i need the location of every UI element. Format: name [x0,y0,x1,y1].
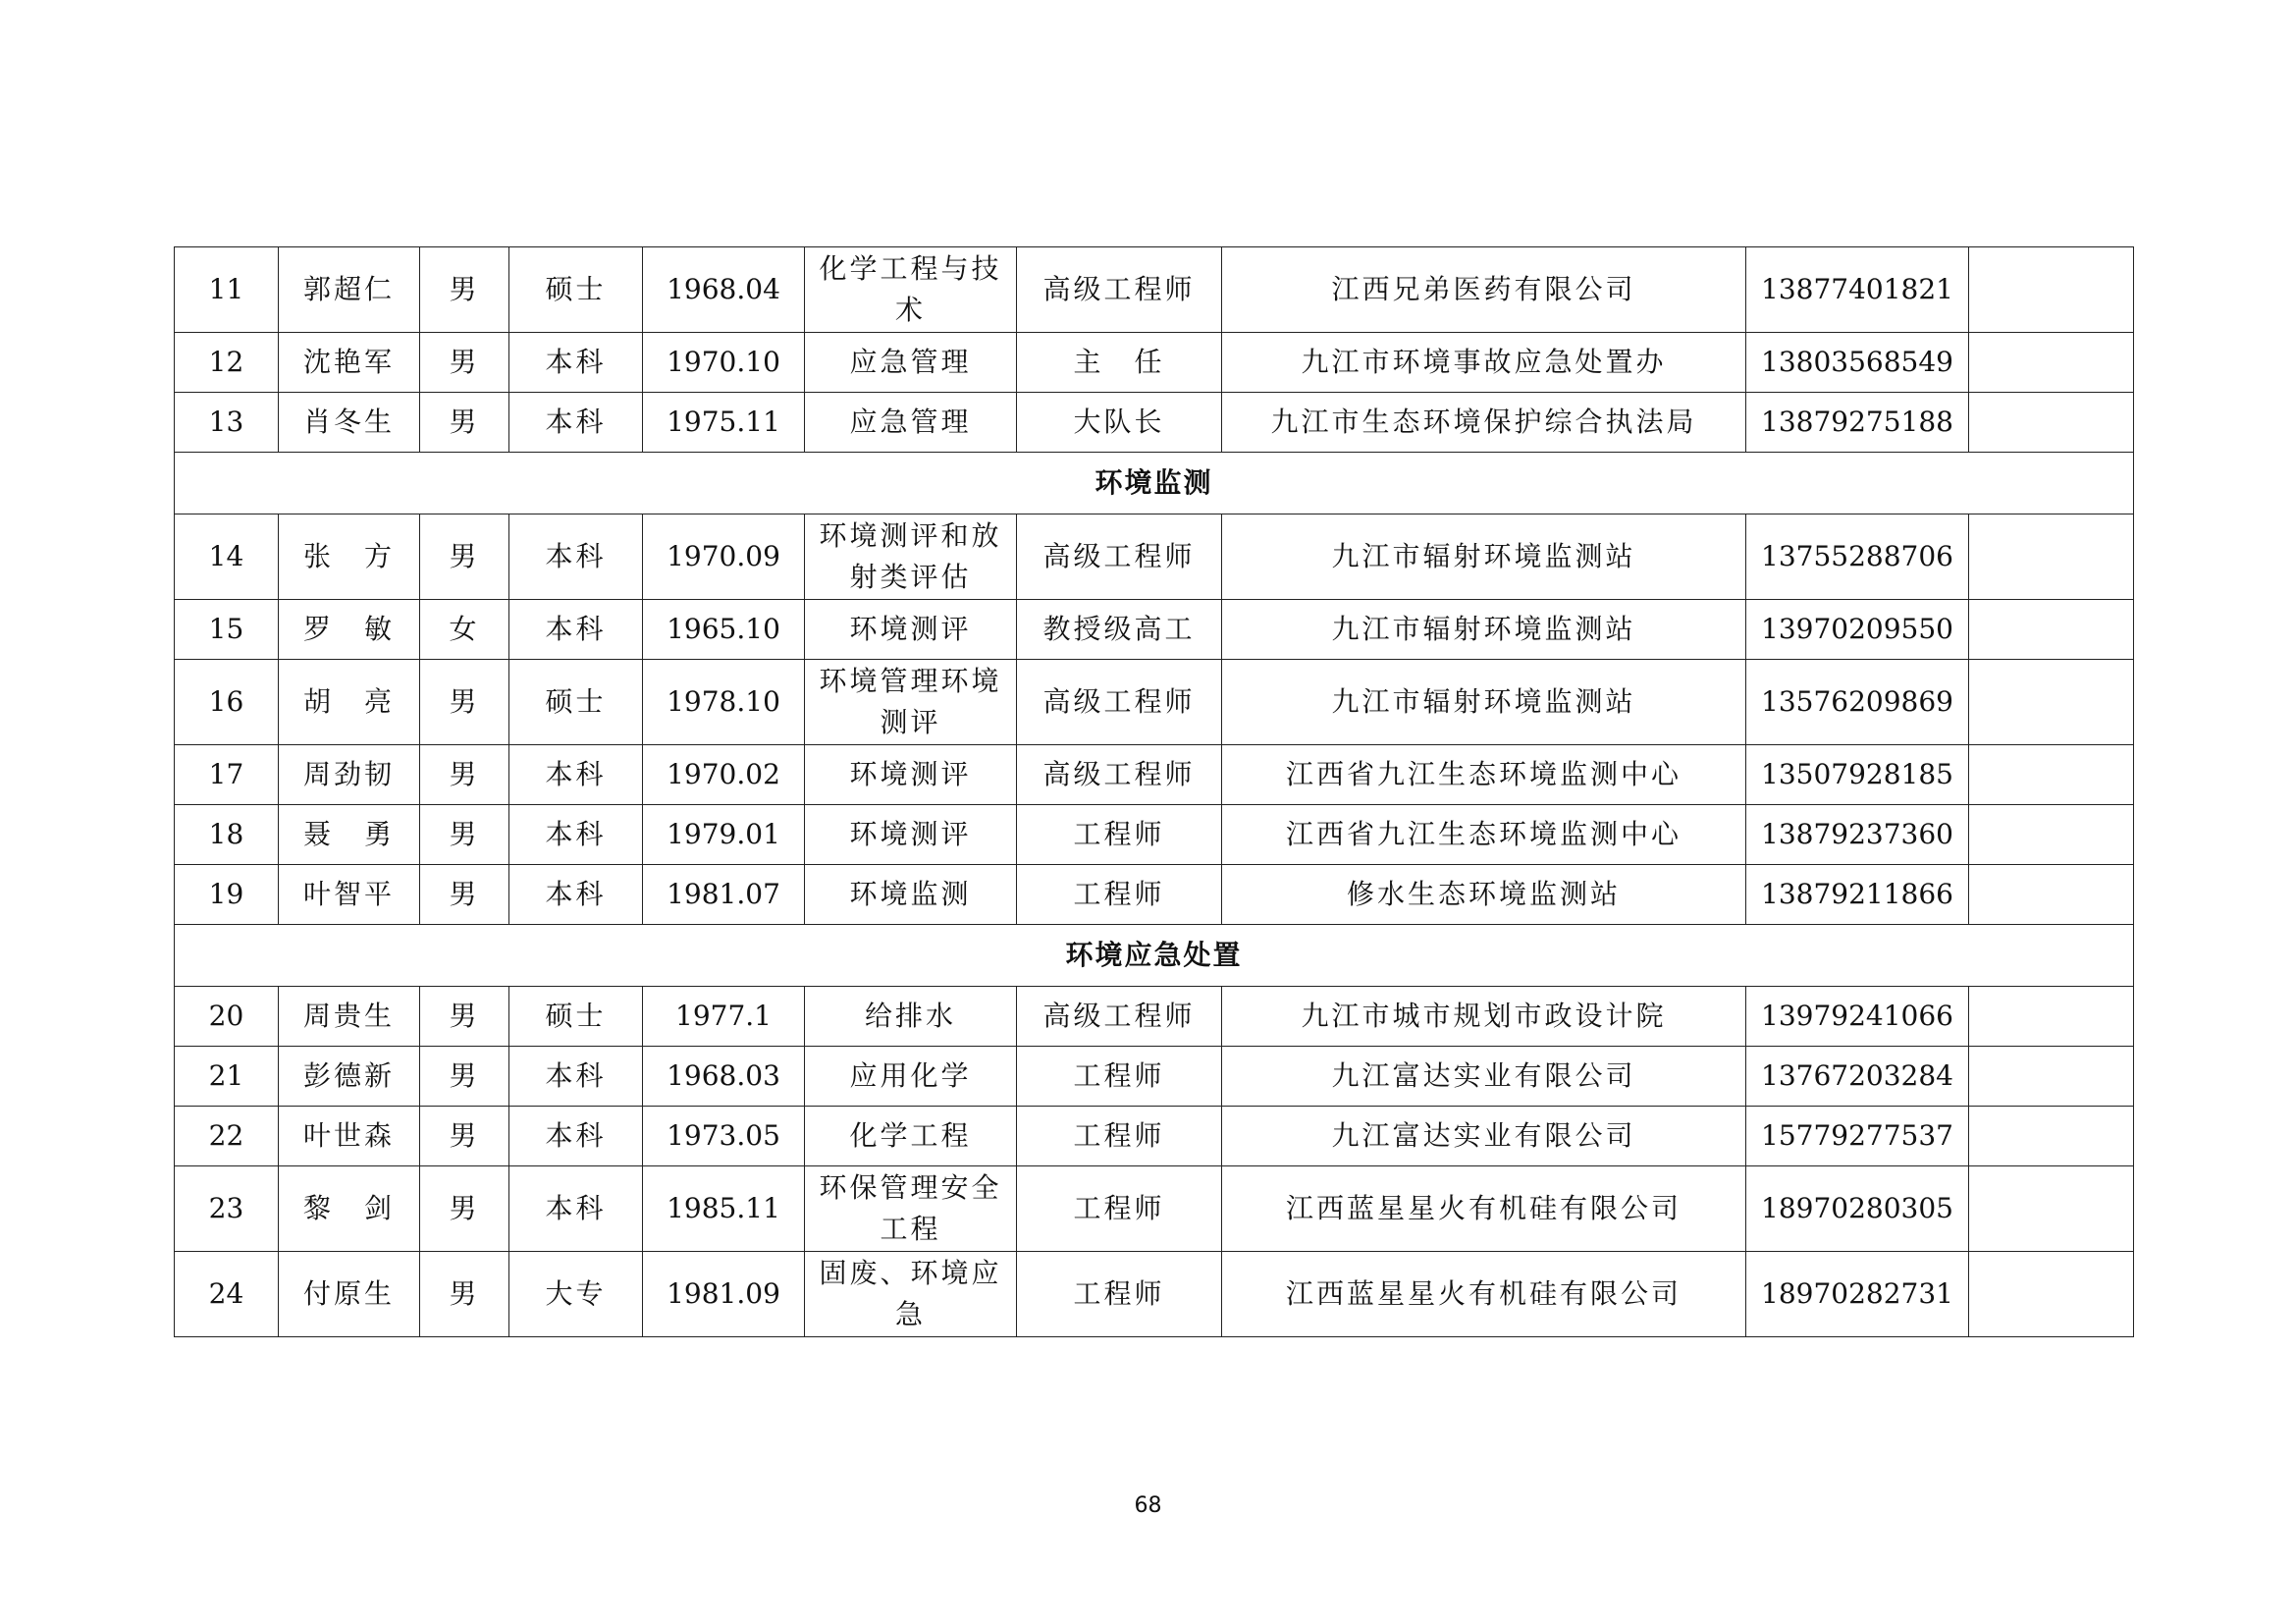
phone-cell: 13803568549 [1746,333,1969,393]
remark-cell [1969,393,2134,453]
gender-cell: 男 [420,987,509,1047]
expert-table [174,246,2134,1337]
organization-cell: 修水生态环境监测站 [1222,865,1746,925]
name-cell: 付原生 [279,1252,420,1337]
gender-cell: 男 [420,865,509,925]
serial-number-cell: 14 [175,514,279,600]
degree-cell: 本科 [509,333,643,393]
name-cell: 叶智平 [279,865,420,925]
organization-cell: 江西省九江生态环境监测中心 [1222,745,1746,805]
table-row [175,1252,2134,1337]
name-cell: 周劲韧 [279,745,420,805]
gender-cell: 女 [420,600,509,660]
serial-number-cell: 16 [175,660,279,745]
major-cell: 环境测评 [805,745,1017,805]
degree-cell: 本科 [509,514,643,600]
major-cell: 应用化学 [805,1047,1017,1107]
table-row [175,600,2134,660]
name-cell: 罗 敏 [279,600,420,660]
job-title-cell: 工程师 [1017,805,1222,865]
organization-cell: 九江市辐射环境监测站 [1222,600,1746,660]
birth-date-cell: 1981.07 [643,865,805,925]
remark-cell [1969,1047,2134,1107]
job-title-cell: 工程师 [1017,1166,1222,1252]
organization-cell: 九江市环境事故应急处置办 [1222,333,1746,393]
major-cell: 环境管理环境测评 [805,660,1017,745]
serial-number-cell: 23 [175,1166,279,1252]
phone-cell: 13767203284 [1746,1047,1969,1107]
section-header-row [175,453,2134,514]
section-title-emergency-response: 环境应急处置 [175,925,2134,987]
table-row [175,805,2134,865]
table-row [175,1047,2134,1107]
birth-date-cell: 1975.11 [643,393,805,453]
serial-number-cell: 24 [175,1252,279,1337]
serial-number-cell: 18 [175,805,279,865]
organization-cell: 江西蓝星星火有机硅有限公司 [1222,1252,1746,1337]
name-cell: 聂 勇 [279,805,420,865]
gender-cell: 男 [420,1166,509,1252]
remark-cell [1969,514,2134,600]
major-cell: 环境监测 [805,865,1017,925]
gender-cell: 男 [420,1252,509,1337]
table-row [175,1166,2134,1252]
organization-cell: 江西蓝星星火有机硅有限公司 [1222,1166,1746,1252]
name-cell: 周贵生 [279,987,420,1047]
table-row [175,865,2134,925]
phone-cell: 18970280305 [1746,1166,1969,1252]
job-title-cell: 工程师 [1017,1107,1222,1166]
serial-number-cell: 12 [175,333,279,393]
degree-cell: 本科 [509,1107,643,1166]
page-number: 68 [1134,1493,1162,1518]
table-row [175,660,2134,745]
job-title-cell: 高级工程师 [1017,660,1222,745]
name-cell: 张 方 [279,514,420,600]
remark-cell [1969,1252,2134,1337]
gender-cell: 男 [420,1047,509,1107]
phone-cell: 18970282731 [1746,1252,1969,1337]
name-cell: 胡 亮 [279,660,420,745]
birth-date-cell: 1968.03 [643,1047,805,1107]
organization-cell: 江西兄弟医药有限公司 [1222,247,1746,333]
serial-number-cell: 15 [175,600,279,660]
job-title-cell: 主 任 [1017,333,1222,393]
remark-cell [1969,333,2134,393]
gender-cell: 男 [420,745,509,805]
gender-cell: 男 [420,393,509,453]
table-row [175,333,2134,393]
organization-cell: 九江富达实业有限公司 [1222,1047,1746,1107]
phone-cell: 13877401821 [1746,247,1969,333]
table-row [175,393,2134,453]
degree-cell: 本科 [509,865,643,925]
phone-cell: 13879275188 [1746,393,1969,453]
phone-cell: 13879211866 [1746,865,1969,925]
major-cell: 环境测评 [805,805,1017,865]
birth-date-cell: 1970.09 [643,514,805,600]
remark-cell [1969,1166,2134,1252]
phone-cell: 13576209869 [1746,660,1969,745]
major-cell: 固废、环境应急 [805,1252,1017,1337]
remark-cell [1969,247,2134,333]
serial-number-cell: 17 [175,745,279,805]
phone-cell: 13979241066 [1746,987,1969,1047]
birth-date-cell: 1977.1 [643,987,805,1047]
job-title-cell: 高级工程师 [1017,745,1222,805]
birth-date-cell: 1970.02 [643,745,805,805]
birth-date-cell: 1965.10 [643,600,805,660]
section-title-environmental-monitoring: 环境监测 [175,453,2134,514]
birth-date-cell: 1979.01 [643,805,805,865]
birth-date-cell: 1985.11 [643,1166,805,1252]
gender-cell: 男 [420,805,509,865]
degree-cell: 硕士 [509,987,643,1047]
phone-cell: 13970209550 [1746,600,1969,660]
name-cell: 肖冬生 [279,393,420,453]
serial-number-cell: 21 [175,1047,279,1107]
degree-cell: 硕士 [509,660,643,745]
remark-cell [1969,987,2134,1047]
serial-number-cell: 11 [175,247,279,333]
birth-date-cell: 1968.04 [643,247,805,333]
organization-cell: 九江富达实业有限公司 [1222,1107,1746,1166]
table-row [175,514,2134,600]
serial-number-cell: 19 [175,865,279,925]
degree-cell: 硕士 [509,247,643,333]
remark-cell [1969,600,2134,660]
job-title-cell: 高级工程师 [1017,514,1222,600]
remark-cell [1969,660,2134,745]
remark-cell [1969,745,2134,805]
major-cell: 化学工程 [805,1107,1017,1166]
job-title-cell: 高级工程师 [1017,247,1222,333]
organization-cell: 九江市生态环境保护综合执法局 [1222,393,1746,453]
table-row [175,745,2134,805]
name-cell: 彭德新 [279,1047,420,1107]
table-row [175,247,2134,333]
job-title-cell: 大队长 [1017,393,1222,453]
serial-number-cell: 22 [175,1107,279,1166]
gender-cell: 男 [420,1107,509,1166]
degree-cell: 大专 [509,1252,643,1337]
major-cell: 环境测评和放射类评估 [805,514,1017,600]
major-cell: 应急管理 [805,333,1017,393]
serial-number-cell: 20 [175,987,279,1047]
job-title-cell: 工程师 [1017,1047,1222,1107]
job-title-cell: 教授级高工 [1017,600,1222,660]
degree-cell: 本科 [509,393,643,453]
name-cell: 沈艳军 [279,333,420,393]
degree-cell: 本科 [509,600,643,660]
major-cell: 环境测评 [805,600,1017,660]
organization-cell: 江西省九江生态环境监测中心 [1222,805,1746,865]
name-cell: 黎 剑 [279,1166,420,1252]
remark-cell [1969,1107,2134,1166]
major-cell: 环保管理安全工程 [805,1166,1017,1252]
phone-cell: 15779277537 [1746,1107,1969,1166]
gender-cell: 男 [420,333,509,393]
birth-date-cell: 1973.05 [643,1107,805,1166]
job-title-cell: 工程师 [1017,1252,1222,1337]
phone-cell: 13507928185 [1746,745,1969,805]
degree-cell: 本科 [509,1047,643,1107]
birth-date-cell: 1978.10 [643,660,805,745]
phone-cell: 13755288706 [1746,514,1969,600]
gender-cell: 男 [420,660,509,745]
organization-cell: 九江市辐射环境监测站 [1222,660,1746,745]
birth-date-cell: 1970.10 [643,333,805,393]
table-row [175,1107,2134,1166]
birth-date-cell: 1981.09 [643,1252,805,1337]
serial-number-cell: 13 [175,393,279,453]
section-header-row [175,925,2134,987]
remark-cell [1969,805,2134,865]
job-title-cell: 工程师 [1017,865,1222,925]
degree-cell: 本科 [509,745,643,805]
phone-cell: 13879237360 [1746,805,1969,865]
major-cell: 给排水 [805,987,1017,1047]
organization-cell: 九江市辐射环境监测站 [1222,514,1746,600]
organization-cell: 九江市城市规划市政设计院 [1222,987,1746,1047]
gender-cell: 男 [420,514,509,600]
name-cell: 郭超仁 [279,247,420,333]
remark-cell [1969,865,2134,925]
name-cell: 叶世森 [279,1107,420,1166]
degree-cell: 本科 [509,805,643,865]
table-row [175,987,2134,1047]
major-cell: 应急管理 [805,393,1017,453]
major-cell: 化学工程与技术 [805,247,1017,333]
degree-cell: 本科 [509,1166,643,1252]
job-title-cell: 高级工程师 [1017,987,1222,1047]
gender-cell: 男 [420,247,509,333]
